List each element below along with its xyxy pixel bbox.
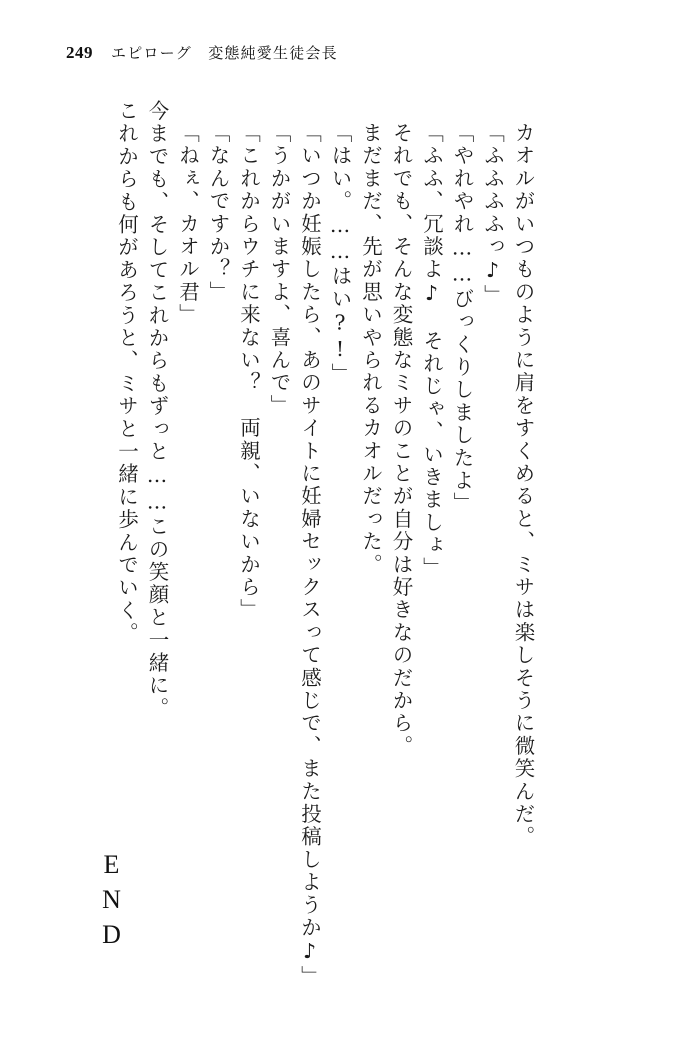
text-line: 「ふふ、冗談よ♪ それじゃ、いきましょ」 — [419, 122, 444, 580]
text-line: 今までも、そしてこれからもずっと……この笑顔と一緒に。 — [145, 100, 169, 720]
text-line: カオルがいつものように肩をすくめると、ミサは楽しそうに微笑んだ。 — [511, 122, 535, 849]
text-line: 「やれやれ……びっくりしましたよ」 — [450, 122, 474, 515]
text-line: これからも何があろうと、ミサと一緒に歩んでいく。 — [114, 100, 139, 645]
text-line: 「なんですか？」 — [206, 122, 230, 304]
text-line: まだまだ、先が思いやられるカオルだった。 — [358, 122, 383, 576]
text-line: 「ねぇ、カオル君」 — [175, 122, 200, 327]
text-line: 「いつか妊娠したら、あのサイトに妊婦セックスって感じで、また投稿しようか♪」 — [297, 122, 322, 989]
page-number: 249 — [66, 43, 93, 62]
vertical-text-body — [114, 100, 636, 989]
text-line: 「はい。……はい?!」 — [328, 122, 352, 386]
text-line: 「うかがいますよ、喜んで」 — [267, 122, 291, 418]
text-line: それでも、そんな変態なミサのことが自分は好きなのだから。 — [389, 122, 413, 758]
text-line: 「これからウチに来ない？ 両親、いないから」 — [236, 122, 261, 622]
running-head — [66, 42, 338, 63]
end-mark: END — [97, 850, 126, 955]
text-line: 「ふふふふっ♪」 — [480, 122, 505, 308]
running-title: エピローグ 変態純愛生徒会長 — [111, 44, 338, 62]
